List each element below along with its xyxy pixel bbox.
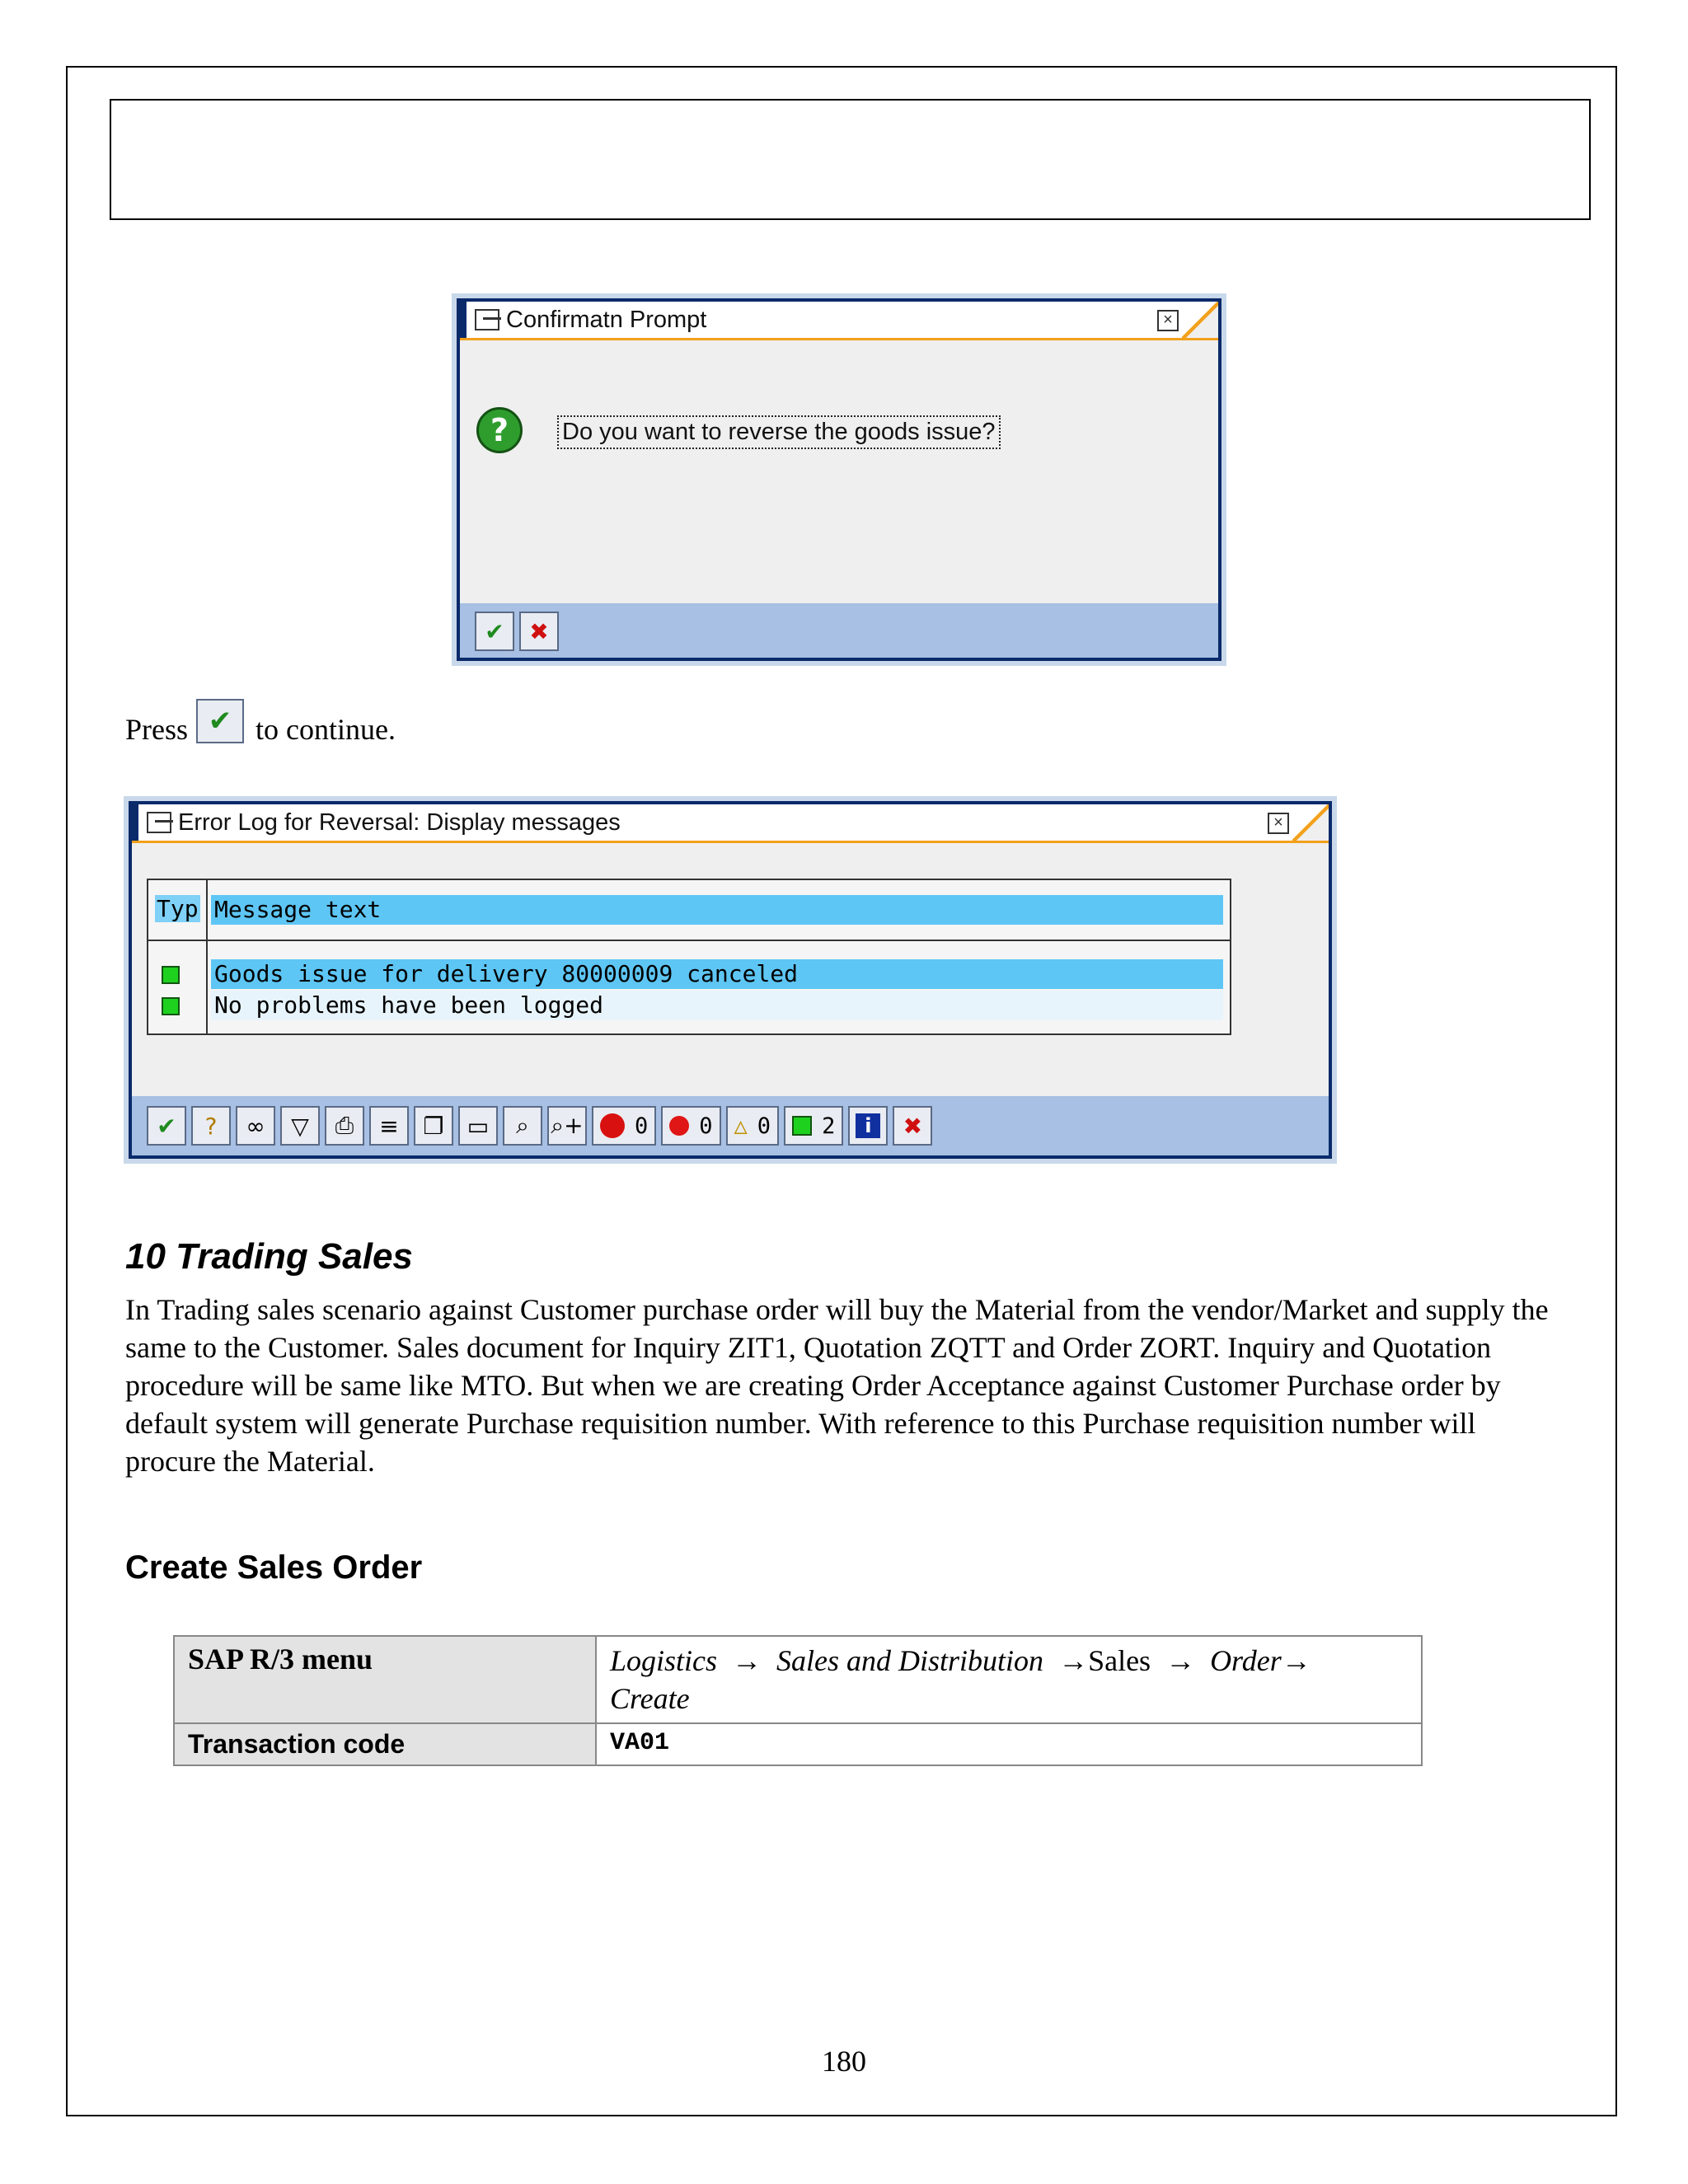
tcode-label: Transaction code	[188, 1729, 406, 1759]
page-header-box	[110, 99, 1591, 220]
warning-filter-button[interactable]	[726, 1106, 780, 1146]
title-corner-decoration	[1182, 302, 1218, 338]
title-accent-bar	[132, 804, 138, 841]
column-header-type[interactable]: Typ	[157, 895, 199, 922]
tcode-label-cell	[174, 1723, 596, 1765]
title-accent-bar	[460, 302, 467, 338]
window-icon	[147, 812, 171, 833]
document-button[interactable]	[458, 1106, 498, 1146]
check-icon: ✔	[208, 705, 232, 738]
filter-icon: ▽	[291, 1112, 309, 1140]
message-table	[147, 879, 1231, 1035]
glasses-icon: ∞	[246, 1112, 265, 1140]
dialog-title-bar	[132, 804, 1329, 843]
table-row[interactable]: No problems have been logged	[211, 991, 1223, 1020]
instruction-text-after: to continue.	[256, 713, 396, 746]
menu-label-cell	[174, 1636, 596, 1723]
print-icon: ⎙	[335, 1112, 354, 1139]
warning-count: 0	[757, 1113, 771, 1139]
cancel-icon: ✖	[903, 1112, 923, 1140]
cancel-button[interactable]	[893, 1106, 932, 1146]
title-corner-decoration	[1292, 804, 1329, 841]
stop-filter-button[interactable]	[592, 1106, 656, 1146]
log-toolbar	[147, 1106, 937, 1146]
menu-sales: Sales	[1088, 1644, 1151, 1677]
instruction-text-before: Press	[125, 713, 189, 746]
help-button[interactable]	[191, 1106, 231, 1146]
check-icon: ✔	[485, 617, 504, 645]
menu-sales-distribution: Sales and Distribution	[776, 1644, 1044, 1677]
stop-icon	[600, 1113, 625, 1138]
confirm-button[interactable]	[475, 612, 514, 651]
dialog-title: Confirmatn Prompt	[506, 306, 707, 333]
info-icon: i	[856, 1113, 880, 1138]
error-icon	[669, 1116, 689, 1136]
stop-count: 0	[635, 1113, 649, 1139]
success-icon	[792, 1116, 812, 1136]
menu-path-cell	[596, 1636, 1422, 1723]
confirmation-dialog	[452, 293, 1226, 666]
binoculars-icon: ⌕	[516, 1112, 529, 1139]
sort-icon: ≡	[379, 1112, 399, 1140]
log-toolbar-bar	[132, 1096, 1329, 1155]
close-icon[interactable]: ×	[1268, 813, 1289, 834]
info-button[interactable]	[848, 1106, 888, 1146]
continue-button-image	[196, 699, 244, 743]
dialog-button-bar	[460, 603, 1218, 658]
window-icon	[475, 309, 499, 330]
copy-icon: ❐	[423, 1112, 444, 1140]
menu-path-table	[173, 1635, 1423, 1766]
error-filter-button[interactable]	[661, 1106, 720, 1146]
menu-logistics: Logistics	[610, 1644, 718, 1677]
confirmation-dialog-body	[457, 298, 1221, 661]
sort-button[interactable]	[369, 1106, 409, 1146]
table-row[interactable]: Goods issue for delivery 80000009 canceled	[211, 959, 1223, 989]
error-count: 0	[699, 1113, 713, 1139]
dialog-title-bar	[460, 302, 1218, 340]
section-paragraph: In Trading sales scenario against Customer purchase order will buy the Material from the vendor/Market and supply the same to the Customer. Sales document for Inquiry ZIT1, Quotation ZQTT and Order ZORT. Inquiry and Quotation procedure will be same like MTO. But when we are creating Order Acceptance against Customer Purchase order by default system will generate Purchase requisition number. With reference to this Purchase requisition number will procure the Material.	[125, 1293, 1549, 1478]
column-header-message[interactable]: Message text	[211, 895, 1223, 925]
warning-icon: △	[734, 1113, 748, 1139]
subsection-heading: Create Sales Order	[125, 1549, 423, 1586]
binoculars-plus-icon: ⌕+	[551, 1112, 584, 1139]
cancel-button[interactable]	[519, 612, 559, 651]
error-log-dialog-body	[129, 801, 1332, 1159]
document-icon: ▭	[467, 1112, 490, 1140]
success-status-icon	[162, 997, 180, 1015]
confirmation-question: Do you want to reverse the goods issue?	[557, 415, 1001, 449]
page-number: 180	[822, 2045, 866, 2078]
details-button[interactable]	[236, 1106, 275, 1146]
check-icon: ✔	[157, 1112, 176, 1140]
tcode-cell	[596, 1723, 1422, 1765]
header-separator	[148, 940, 1230, 941]
copy-button[interactable]	[414, 1106, 453, 1146]
menu-order: Order	[1210, 1644, 1282, 1677]
find-button[interactable]	[503, 1106, 542, 1146]
continue-button[interactable]	[147, 1106, 186, 1146]
section-heading: 10 Trading Sales	[125, 1236, 413, 1277]
dialog-title: Error Log for Reversal: Display messages	[178, 808, 621, 836]
menu-label: SAP R/3 menu	[188, 1643, 373, 1675]
print-button[interactable]	[325, 1106, 364, 1146]
success-filter-button[interactable]	[784, 1106, 843, 1146]
success-status-icon	[162, 966, 180, 984]
find-next-button[interactable]	[547, 1106, 587, 1146]
instruction-line	[125, 707, 396, 752]
tcode-value: VA01	[610, 1729, 670, 1757]
menu-path: Logistics → Sales and Distribution →Sales → Order→ Create	[610, 1644, 1311, 1715]
error-log-dialog	[124, 796, 1337, 1164]
filter-button[interactable]	[280, 1106, 320, 1146]
cancel-icon: ✖	[529, 617, 549, 645]
question-icon: ?	[476, 407, 523, 453]
help-icon: ?	[204, 1112, 218, 1140]
tcode-row	[174, 1723, 1422, 1765]
success-count: 2	[822, 1113, 836, 1139]
close-icon[interactable]: ×	[1157, 310, 1179, 331]
menu-row	[174, 1636, 1422, 1723]
menu-create: Create	[610, 1682, 690, 1715]
